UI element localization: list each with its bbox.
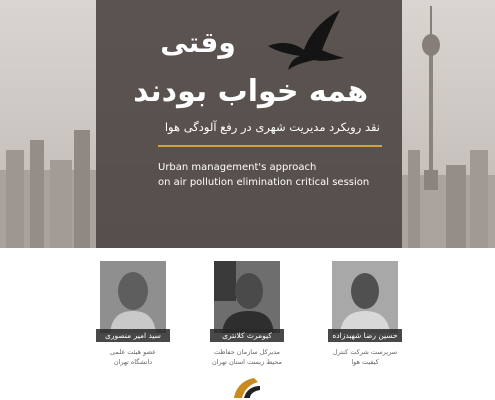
- speaker-role-line-1: مدیرکل سازمان حفاظت: [213, 348, 281, 356]
- speaker-card: [332, 261, 398, 367]
- title-line-1: وقتی: [160, 26, 236, 59]
- english-subtitle: [158, 160, 388, 190]
- speaker-photo: [214, 261, 280, 333]
- speaker-role-line-1: سرپرست شرکت کنترل: [332, 348, 398, 356]
- speaker-photo: [332, 261, 398, 333]
- speaker-role-line-2: محیط زیست استان تهران: [211, 358, 283, 366]
- english-subtitle-line-2: on air pollution elimination critical session: [158, 177, 370, 188]
- logo-icon: [228, 376, 264, 400]
- accent-divider: [158, 145, 382, 147]
- speaker-role: [85, 347, 181, 367]
- speaker-card: [211, 261, 283, 367]
- speaker-role: [199, 347, 295, 367]
- speaker-name: کیومرث کلانتری: [210, 329, 284, 342]
- speaker-name: حسین رضا شهبدزاده: [328, 329, 402, 342]
- persian-subtitle: نقد رویکرد مدیریت شهری در رفع آلودگی هوا: [164, 120, 380, 134]
- speaker-role-line-2: کیفیت هوا: [351, 358, 379, 366]
- speaker-photo: [100, 261, 166, 333]
- speaker-name: سید امیر منصوری: [96, 329, 170, 342]
- title-line-2: همه خواب بودند: [133, 74, 368, 109]
- english-subtitle-line-1: Urban management's approach: [158, 162, 317, 173]
- speaker-role-line-1: عضو هیئت علمی: [110, 348, 156, 356]
- speaker-role: [317, 347, 413, 367]
- eagle-icon: [266, 6, 346, 72]
- speaker-role-line-2: دانشگاه تهران: [113, 358, 153, 366]
- speaker-card: [100, 261, 166, 367]
